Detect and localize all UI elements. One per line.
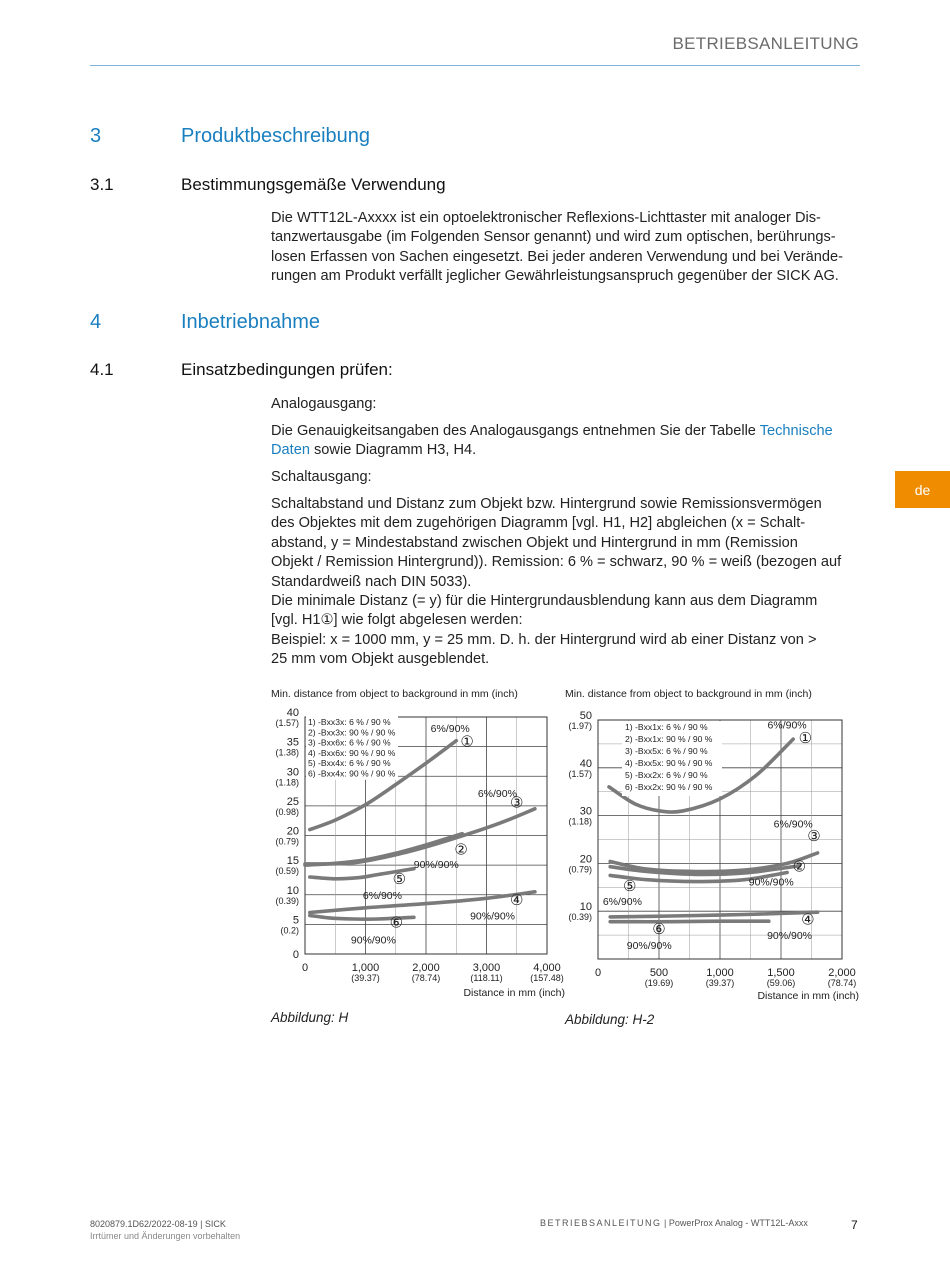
y-tick-sublabel: (0.39) [568, 912, 592, 923]
y-tick-label: 40 [286, 707, 299, 719]
curve-marker: ④ [801, 911, 815, 929]
footer-doc-id: 8020879.1D62/2022-08-19 | SICK [90, 1219, 226, 1229]
legend-entry: 3) -Bxx6x: 6 % / 90 % [308, 737, 391, 748]
y-tick-sublabel: (1.18) [568, 816, 592, 827]
text-line: [vgl. H1①] wie folgt abgelesen werden: [271, 612, 523, 629]
x-tick-label: 500 [649, 967, 669, 979]
text-line: tanzwertausgabe (im Folgenden Sensor genannt) und wird zum optischen, berührungs- [271, 229, 836, 246]
y-tick-label: 50 [579, 710, 592, 722]
x-tick-sublabel: (118.11) [470, 973, 503, 983]
legend-entry: 2) -Bxx1x: 90 % / 90 % [625, 734, 713, 744]
section-3-title: Produktbeschreibung [181, 125, 371, 147]
language-tab-de[interactable]: de [895, 471, 950, 508]
curve-annotation: 90%/90% [350, 934, 396, 947]
section-3-1-paragraph [271, 209, 863, 287]
curve-annotation: 6%/90% [477, 787, 517, 800]
y-tick-sublabel: (0.79) [275, 836, 299, 847]
x-tick-label: 1,500 [767, 967, 795, 979]
y-tick-sublabel: (1.38) [275, 747, 299, 758]
x-tick-label: 0 [594, 967, 602, 979]
y-tick-label: 30 [286, 766, 299, 779]
chart-h-xlabel: Distance in mm (inch) [463, 987, 565, 999]
running-header-title: BETRIEBSANLEITUNG [672, 34, 859, 53]
text-line: losen Erfassen von Sachen eingesetzt. Bei jeder anderen Verwendung und bei Verände- [271, 248, 843, 265]
text-line: Standardweiß nach DIN 5033). [271, 573, 472, 590]
section-3-number: 3 [90, 125, 102, 147]
curve-marker: ⑤ [392, 871, 407, 889]
curve-annotation: 6%/90% [773, 818, 813, 831]
analog-text-part-1: Die Genauigkeitsangaben des Analogausgangs entnehmen Sie der Tabelle [271, 423, 760, 439]
text-line: 25 mm vom Objekt ausgeblendet. [271, 651, 490, 668]
y-tick-label: 35 [286, 736, 299, 749]
analog-output-paragraph [271, 422, 863, 461]
section-4-1-number: 4.1 [90, 360, 114, 379]
y-tick-sublabel: (1.57) [568, 768, 592, 779]
x-tick-label: 4,000 [533, 962, 561, 974]
x-tick-sublabel: (157.48) [530, 973, 564, 983]
curve-annotation: 90%/90% [413, 859, 459, 872]
curve-marker: ④ [510, 891, 524, 909]
legend-entry: 4) -Bxx5x: 90 % / 90 % [625, 758, 713, 768]
series-line [610, 921, 769, 922]
legend-entry: 4) -Bxx6x: 90 % / 90 % [308, 747, 396, 758]
footer-center [540, 1218, 808, 1228]
page-number: 7 [851, 1218, 858, 1232]
switching-output-paragraph [271, 495, 863, 670]
y-tick-label: 15 [286, 855, 299, 868]
x-tick-label: 2,000 [412, 962, 440, 974]
y-tick-label: 40 [579, 757, 592, 770]
legend-entry: 5) -Bxx2x: 6 % / 90 % [625, 770, 708, 780]
section-4-title: Inbetriebnahme [181, 311, 320, 333]
x-tick-label: 1,000 [351, 962, 380, 974]
curve-annotation: 6%/90% [362, 889, 402, 902]
figure-caption-h2: Abbildung: H-2 [565, 1012, 655, 1027]
curve-marker: ① [798, 729, 813, 747]
y-tick-label: 30 [579, 805, 592, 818]
y-tick-sublabel: (0.79) [568, 864, 592, 875]
curve-annotation: 90%/90% [748, 876, 794, 889]
y-tick-sublabel: (0.59) [275, 866, 299, 877]
curve-annotation: 6%/90% [767, 719, 807, 732]
chart-h2-legend [622, 721, 722, 796]
curve-marker: ③ [510, 794, 524, 812]
text-line: Die minimale Distanz (= y) für die Hintergrundausblendung kann aus dem Diagramm [271, 593, 818, 610]
y-tick-label: 20 [579, 853, 592, 866]
text-line: Schaltabstand und Distanz zum Objekt bzw. Hintergrund sowie Remissionsvermögen [271, 496, 822, 512]
y-tick-label: 10 [286, 884, 299, 897]
curve-annotation: 6%/90% [430, 722, 470, 735]
legend-entry: 6) -Bxx4x: 90 % / 90 % [308, 768, 396, 779]
header-divider [90, 65, 860, 66]
y-tick-sublabel: (0.98) [275, 806, 299, 817]
legend-entry: 5) -Bxx4x: 6 % / 90 % [308, 758, 391, 769]
curve-marker: ⑥ [389, 914, 404, 932]
section-3-1-title: Bestimmungsgemäße Verwendung [181, 175, 446, 194]
chart-h2-title: Min. distance from object to background in mm (inch) [565, 688, 812, 700]
y-tick-sublabel: (1.57) [275, 718, 299, 728]
curve-annotation: 90%/90% [470, 910, 516, 923]
x-tick-sublabel: (78.74) [411, 973, 441, 983]
chart-h [268, 705, 568, 1005]
curve-annotation: 6%/90% [602, 895, 642, 908]
footer-left [90, 1218, 240, 1242]
legend-entry: 2) -Bxx3x: 90 % / 90 % [308, 727, 396, 738]
y-tick-sublabel: (1.18) [275, 777, 299, 788]
text-line: des Objektes mit dem zugehörigen Diagramm [vgl. H1, H2] abgleichen (x = Schalt- [271, 515, 806, 532]
footer-product: | PowerProx Analog - WTT12L-Axxx [661, 1218, 808, 1228]
chart-h-legend [306, 716, 398, 780]
legend-entry: 3) -Bxx5x: 6 % / 90 % [625, 746, 708, 756]
y-tick-label: 25 [286, 795, 299, 808]
switching-output-label: Schaltausgang: [271, 469, 372, 485]
x-tick-sublabel: (19.69) [644, 978, 674, 988]
x-tick-sublabel: (59.06) [766, 978, 796, 988]
y-tick-label: 0 [292, 949, 299, 961]
footer-disclaimer: Irrtümer und Änderungen vorbehalten [90, 1231, 241, 1241]
curve-annotation: 90%/90% [767, 929, 813, 942]
analog-text-part-2: sowie Diagramm H3, H4. [309, 442, 477, 459]
legend-entry: 1) -Bxx3x: 6 % / 90 % [308, 717, 391, 727]
x-tick-sublabel: (39.37) [351, 973, 380, 983]
chart-h2-xlabel: Distance in mm (inch) [757, 990, 859, 1002]
series-line [610, 912, 817, 917]
analog-output-label: Analogausgang: [271, 396, 377, 412]
y-tick-label: 10 [579, 901, 592, 914]
legend-entry: 1) -Bxx1x: 6 % / 90 % [625, 722, 708, 732]
y-tick-label: 20 [286, 825, 299, 838]
y-tick-sublabel: (0.2) [280, 925, 299, 936]
footer-doc-type: BETRIEBSANLEITUNG [540, 1218, 662, 1228]
curve-marker: ① [460, 733, 474, 751]
chart-h2 [562, 705, 862, 1005]
curve-marker: ② [792, 858, 807, 876]
x-tick-label: 2,000 [828, 967, 856, 979]
chart-h-title: Min. distance from object to background in mm (inch) [271, 688, 518, 700]
curve-marker: ⑥ [652, 921, 666, 939]
legend-entry: 6) -Bxx2x: 90 % / 90 % [625, 782, 713, 792]
x-tick-label: 1,000 [706, 967, 734, 979]
curve-marker: ⑤ [622, 878, 637, 896]
text-line: abstand, y = Mindestabstand zwischen Objekt und Hintergrund in mm (Remission [271, 534, 798, 551]
y-tick-sublabel: (0.39) [275, 895, 299, 906]
text-line: Die WTT12L-Axxxx ist ein optoelektronischer Reflexions-Lichttaster mit analoger Dis- [271, 210, 821, 226]
y-tick-sublabel: (1.97) [568, 721, 592, 731]
section-4-number: 4 [90, 311, 102, 333]
technische-daten-link[interactable]: Technische Daten [271, 423, 833, 459]
text-line: Beispiel: x = 1000 mm, y = 25 mm. D. h. der Hintergrund wird ab einer Distanz von > [271, 631, 817, 648]
x-tick-sublabel: (39.37) [705, 978, 735, 988]
y-tick-label: 5 [292, 914, 299, 927]
text-line: Objekt / Remission Hintergrund)). Remission: 6 % = schwarz, 90 % = weiß (bezogen auf [271, 554, 842, 571]
section-4-1-title: Einsatzbedingungen prüfen: [181, 360, 393, 379]
curve-annotation: 90%/90% [626, 939, 672, 952]
figure-caption-h: Abbildung: H [271, 1010, 349, 1025]
x-tick-label: 3,000 [472, 962, 501, 974]
curve-marker: ③ [807, 827, 821, 845]
x-tick-sublabel: (78.74) [827, 978, 857, 988]
curve-marker: ② [454, 841, 468, 859]
x-tick-label: 0 [301, 962, 309, 974]
section-3-1-number: 3.1 [90, 175, 114, 194]
text-line: rungen am Produkt verfällt jeglicher Gewährleistungsanspruch gegenüber der SICK AG. [271, 268, 839, 285]
